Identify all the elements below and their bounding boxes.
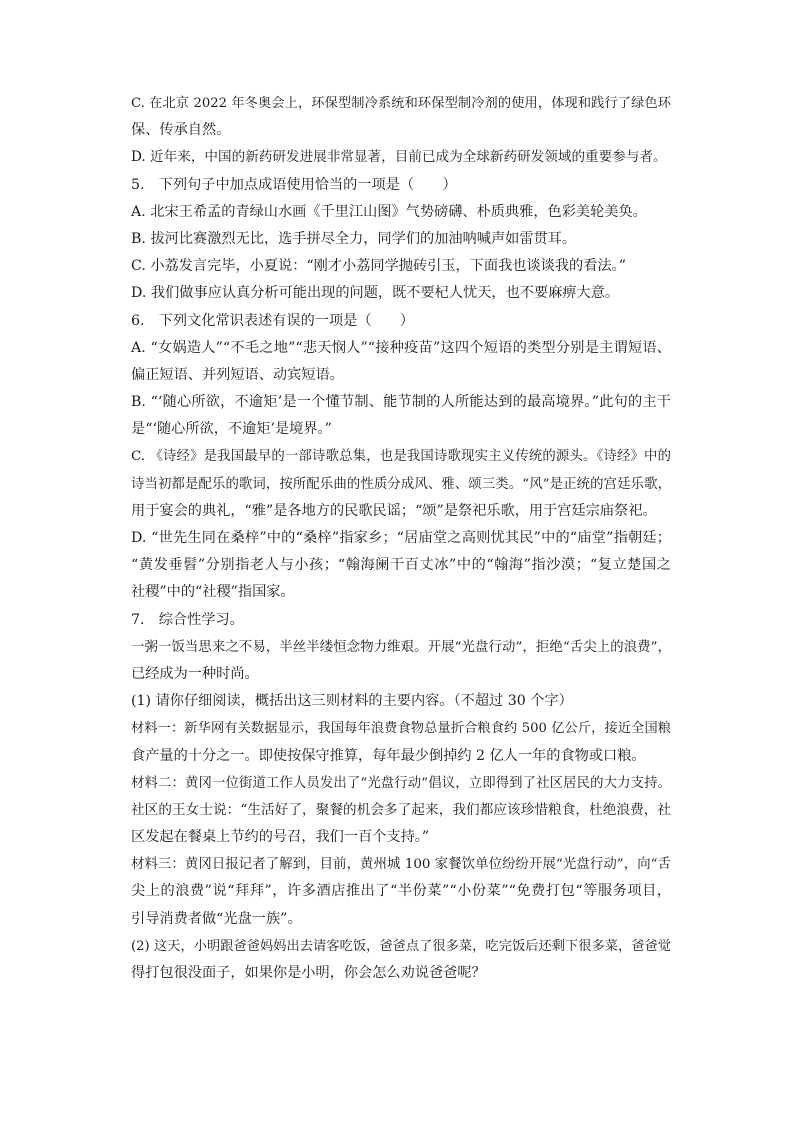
text-line: 用于宴会的典礼，“雅”是各地方的民歌民谣；“颂”是祭祀乐歌，用于宫廷宗庙祭祀。	[131, 502, 657, 519]
text-line: D. 近年来，中国的新药研发进展非常显著，目前已成为全球新药研发领域的重要参与者。	[131, 149, 667, 166]
text-line: 已经成为一种时尚。	[131, 665, 259, 682]
document-page	[131, 90, 671, 987]
text-line: 诗当初都是配乐的歌词，按所配乐曲的性质分成风、雅、颂三类。“风”是正统的宫廷乐歌，	[131, 476, 671, 492]
question-7-stem: 7. 综合性学习。	[131, 611, 244, 628]
text-line: 引导消费者做“光盘一族”。	[131, 910, 302, 927]
question-5-stem: 5. 下列句子中加点成语使用恰当的一项是（ ）	[131, 176, 457, 193]
text-line: 尖上的浪费”说“拜拜”，许多酒店推出了“半份菜”“小份菜”“免费打包“等服务项目，	[131, 883, 671, 900]
text-line: 社区的王女士说：“生活好了，聚餐的机会多了起来，我们都应该珍惜粮食，杜绝浪费，社	[131, 801, 671, 818]
text-line: “黄发垂髫”分别指老人与小孩；“翰海阑干百丈冰”中的“翰海”指沙漠；“复立楚国之	[131, 557, 671, 574]
text-line: 保、传承自然。	[131, 122, 231, 139]
option-c: C. 《诗经》是我国最早的一部诗歌总集，也是我国诗歌现实主义传统的源头。《诗经》中的	[131, 449, 671, 465]
text-line: 食产量的十分之一。即使按保守推算，每年最少倒掉约 2 亿人一年的食物或口粮。	[131, 747, 646, 764]
option-a: A. “女娲造人”“不毛之地”“悲天悯人”“接种疫苗”这四个短语的类型分别是主谓短语、	[131, 339, 671, 356]
text-line: 一粥一饭当思来之不易，半丝半缕恒念物力维艰。开展“光盘行动”，拒绝“舌尖上的浪费”，	[131, 639, 671, 655]
text-line: 社稷”中的“社稷”指国家。	[131, 584, 295, 601]
question-6-stem: 6. 下列文化常识表述有误的一项是（ ）	[131, 312, 415, 329]
text-line: 偏正短语、并列短语、动宾短语。	[131, 366, 344, 383]
text-line: C. 在北京 2022 年冬奥会上，环保型制冷系统和环保型制冷剂的使用，体现和践行了绿色环	[131, 96, 671, 111]
text-line: 区发起在餐桌上节约的号召，我们一百个支持。”	[131, 829, 430, 846]
option-b: B. 拔河比赛激烈无比，选手拼尽全力，同学们的加油呐喊声如雷贯耳。	[131, 230, 577, 247]
option-c: C. 小荔发言完毕，小夏说：“刚才小荔同学抛砖引玉，下面我也谈谈我的看法。”	[131, 258, 626, 275]
material-3: 材料三：黄冈日报记者了解到，目前，黄州城 100 家餐饮单位纷纷开展“光盘行动”，向“舌	[131, 857, 671, 873]
text-line: 是“‘随心所欲，不逾矩’是境界。”	[131, 421, 332, 438]
material-1: 材料一：新华网有关数据显示，我国每年浪费食物总量折合粮食约 500 亿公斤，接近全国粮	[131, 721, 671, 737]
option-d: D. “世先生同在桑梓”中的“桑梓”指家乡；“居庙堂之高则忧其民”中的“庙堂”指朝廷；	[131, 530, 671, 546]
option-a: A. 北宋王希孟的青绿山水画《千里江山图》气势磅礴、朴质典雅，色彩美轮美奂。	[131, 203, 647, 220]
text-line: 得打包很没面子，如果你是小明，你会怎么劝说爸爸呢？	[131, 965, 486, 981]
option-d: D. 我们做事应认真分析可能出现的问题，既不要杞人忧天，也不要麻痹大意。	[131, 285, 620, 302]
sub-question-1: (1) 请你仔细阅读，概括出这三则材料的主要内容。（不超过 30 个字）	[131, 693, 573, 710]
material-2: 材料二：黄冈一位街道工作人员发出了“光盘行动”倡议，立即得到了社区居民的大力支持。	[131, 775, 671, 791]
option-b: B. “‘随心所欲，不逾矩’是一个懂节制、能节制的人所能达到的最高境界。”此句的主干	[131, 394, 671, 411]
sub-question-2: (2) 这天，小明跟爸爸妈妈出去请客吃饭，爸爸点了很多菜，吃完饭后还剩下很多菜，爸爸觉	[131, 938, 671, 954]
